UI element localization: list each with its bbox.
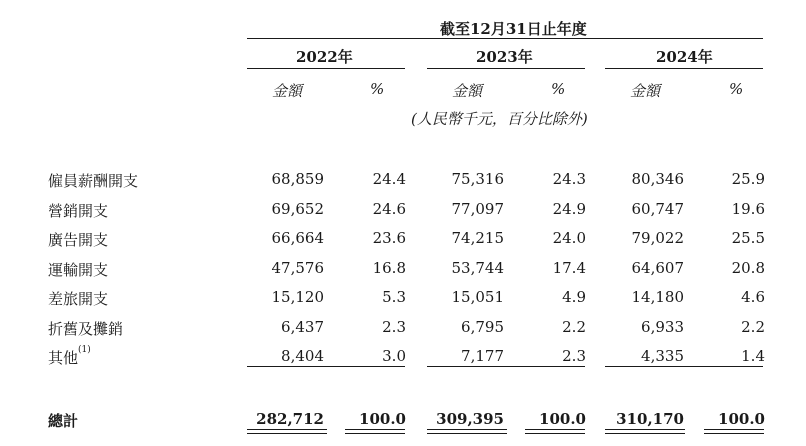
footnote-marker: (1)	[78, 345, 91, 355]
year-rule-2022	[247, 68, 405, 69]
cell-percent-2023: 4.9	[562, 288, 586, 306]
cell-percent-2023: 2.2	[562, 318, 586, 336]
period-title: 截至12月31日止年度	[440, 20, 587, 38]
total-percent-2023: 100.0	[539, 410, 586, 428]
total-percent-2024: 100.0	[718, 410, 765, 428]
row-label	[48, 200, 108, 221]
cell-amount-2022: 68,859	[271, 170, 324, 188]
total-double-rule-b-1	[345, 429, 405, 430]
cell-percent-2022: 24.4	[372, 170, 406, 188]
total-label: 總計	[48, 412, 79, 430]
cell-amount-2022: 66,664	[271, 229, 324, 247]
cell-amount-2023: 74,215	[451, 229, 504, 247]
cell-percent-2024: 2.2	[741, 318, 765, 336]
row-label	[48, 288, 108, 309]
cell-percent-2023: 24.0	[552, 229, 586, 247]
row-label	[48, 318, 123, 339]
row-label-text: 廣告開支	[48, 231, 109, 249]
total-amount-2022: 282,712	[256, 410, 324, 428]
row-label-text: 運輸開支	[48, 261, 109, 279]
cell-percent-2022: 23.6	[372, 229, 406, 247]
cell-percent-2023: 24.9	[552, 200, 586, 218]
total-double-rule-f-1	[704, 429, 764, 430]
cell-percent-2024: 25.5	[731, 229, 765, 247]
subtotal-rule-2022	[247, 366, 405, 367]
cell-amount-2022: 15,120	[271, 288, 324, 306]
cell-percent-2022: 2.3	[382, 318, 406, 336]
year-2022: 2022年	[296, 48, 353, 66]
row-label	[48, 259, 108, 280]
total-double-rule-e-1	[605, 429, 685, 430]
cell-amount-2024: 60,747	[631, 200, 684, 218]
total-double-rule-a-1	[247, 429, 327, 430]
cell-amount-2023: 53,744	[451, 259, 504, 277]
col-amount-2022: 金額	[272, 82, 303, 100]
row-label	[48, 347, 91, 368]
total-amount-2023: 309,395	[436, 410, 504, 428]
year-2023: 2023年	[476, 48, 533, 66]
row-label	[48, 170, 138, 191]
cell-percent-2024: 20.8	[731, 259, 765, 277]
total-double-rule-a-2	[247, 433, 327, 434]
cell-amount-2024: 4,335	[641, 347, 684, 365]
total-double-rule-d-2	[525, 433, 585, 434]
row-label-text: 其他	[48, 349, 79, 367]
cell-amount-2024: 6,933	[641, 318, 684, 336]
total-double-rule-c-1	[427, 429, 507, 430]
cell-percent-2024: 4.6	[741, 288, 765, 306]
cell-amount-2022: 8,404	[281, 347, 324, 365]
cell-percent-2024: 1.4	[741, 347, 765, 365]
cell-percent-2023: 17.4	[552, 259, 586, 277]
cell-amount-2023: 6,795	[461, 318, 504, 336]
cell-amount-2024: 80,346	[631, 170, 684, 188]
col-amount-2023: 金額	[452, 82, 483, 100]
cell-amount-2024: 79,022	[631, 229, 684, 247]
cell-amount-2022: 69,652	[271, 200, 324, 218]
row-label	[48, 229, 108, 250]
col-percent-2024: %	[729, 80, 744, 98]
year-rule-2023	[427, 68, 585, 69]
subtotal-rule-2024	[605, 366, 763, 367]
cell-percent-2022: 24.6	[372, 200, 406, 218]
row-label-text: 差旅開支	[48, 290, 109, 308]
total-amount-2024: 310,170	[616, 410, 684, 428]
year-2024: 2024年	[656, 48, 713, 66]
total-double-rule-c-2	[427, 433, 507, 434]
cell-amount-2024: 64,607	[631, 259, 684, 277]
col-percent-2022: %	[370, 80, 385, 98]
cell-amount-2023: 75,316	[451, 170, 504, 188]
year-rule-2024	[605, 68, 763, 69]
row-label-text: 折舊及攤銷	[48, 320, 124, 338]
total-percent-2022: 100.0	[359, 410, 406, 428]
cell-percent-2022: 5.3	[382, 288, 406, 306]
header-rule-top	[247, 38, 763, 39]
col-amount-2024: 金額	[630, 82, 661, 100]
cell-amount-2024: 14,180	[631, 288, 684, 306]
cell-percent-2024: 25.9	[731, 170, 765, 188]
total-double-rule-d-1	[525, 429, 585, 430]
cell-amount-2022: 47,576	[271, 259, 324, 277]
cell-percent-2022: 3.0	[382, 347, 406, 365]
cell-percent-2023: 24.3	[552, 170, 586, 188]
cell-amount-2023: 77,097	[451, 200, 504, 218]
cell-amount-2023: 15,051	[451, 288, 504, 306]
cell-percent-2024: 19.6	[731, 200, 765, 218]
row-label-text: 營銷開支	[48, 202, 109, 220]
total-double-rule-f-2	[704, 433, 764, 434]
total-double-rule-e-2	[605, 433, 685, 434]
row-label-text: 僱員薪酬開支	[48, 172, 139, 190]
cell-percent-2022: 16.8	[372, 259, 406, 277]
cell-amount-2022: 6,437	[281, 318, 324, 336]
cell-amount-2023: 7,177	[461, 347, 504, 365]
unit-note: (人民幣千元，百分比除外)	[411, 110, 588, 128]
subtotal-rule-2023	[427, 366, 585, 367]
total-double-rule-b-2	[345, 433, 405, 434]
cell-percent-2023: 2.3	[562, 347, 586, 365]
col-percent-2023: %	[551, 80, 566, 98]
